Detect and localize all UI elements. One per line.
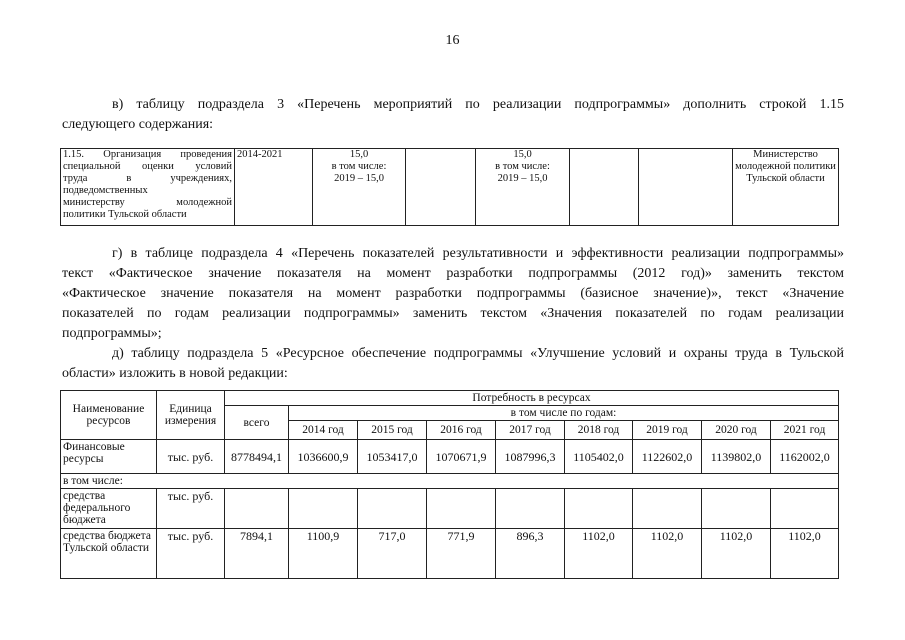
- resource-name-cell: средства федерального бюджета: [61, 489, 157, 529]
- period-cell: 2014-2021: [235, 149, 313, 226]
- table-row: [61, 489, 839, 529]
- total-sub-value: 2019 – 15,0: [334, 173, 384, 184]
- table-row: [61, 149, 839, 226]
- year-value-cell: 1087996,3: [496, 440, 565, 474]
- year-value-cell: 1105402,0: [565, 440, 633, 474]
- table-header-row: [61, 391, 839, 406]
- year-value-cell: [289, 489, 358, 529]
- regional-sub-value: 2019 – 15,0: [497, 173, 548, 184]
- event-name-cell: [61, 149, 235, 226]
- year-value-cell: 1139802,0: [702, 440, 771, 474]
- year-value-cell: 1102,0: [771, 529, 839, 579]
- regional-cell: [476, 149, 570, 226]
- cell-line: 1.15. Организация проведения: [63, 149, 232, 160]
- year-value-cell: [633, 489, 702, 529]
- paragraph-d: [62, 344, 844, 384]
- header-by-year: в том числе по годам:: [289, 406, 839, 421]
- total-cell: 8778494,1: [225, 440, 289, 474]
- regional-value: 15,0: [513, 149, 532, 160]
- year-value-cell: 1036600,9: [289, 440, 358, 474]
- header-resource-name: Наименование ресурсов: [61, 391, 157, 440]
- header-total: всего: [225, 406, 289, 440]
- header-year: 2018 год: [565, 421, 633, 440]
- paragraph-line: текст «Фактическое значение показателя на момент разработки подпрограммы (2012 год)» заменить текстом: [62, 266, 844, 281]
- resource-table: [60, 390, 839, 579]
- year-value-cell: [702, 489, 771, 529]
- empty-cell: [406, 149, 476, 226]
- cell-line: специальной оценки условий: [63, 161, 232, 172]
- paragraph-line: области» изложить в новой редакции:: [62, 366, 288, 381]
- total-cell: [225, 489, 289, 529]
- header-year: 2017 год: [496, 421, 565, 440]
- empty-cell: [639, 149, 733, 226]
- year-value-cell: 1070671,9: [427, 440, 496, 474]
- header-need: Потребность в ресурсах: [225, 391, 839, 406]
- resource-name-cell: Финансовые ресурсы: [61, 440, 157, 474]
- year-value-cell: [496, 489, 565, 529]
- total-sub-label: в том числе:: [331, 161, 387, 172]
- paragraph-g: [62, 244, 844, 344]
- table-row: [61, 529, 839, 579]
- year-value-cell: 896,3: [496, 529, 565, 579]
- total-cell: 7894,1: [225, 529, 289, 579]
- year-value-cell: [565, 489, 633, 529]
- paragraph-v: [62, 95, 844, 135]
- executor-cell: Министерство молодежной политики Тульской области: [733, 149, 839, 226]
- year-value-cell: 1100,9: [289, 529, 358, 579]
- year-value-cell: 1102,0: [633, 529, 702, 579]
- year-value-cell: 1102,0: [702, 529, 771, 579]
- table-subsection-3-row: [60, 148, 839, 226]
- year-value-cell: 1102,0: [565, 529, 633, 579]
- header-year: 2020 год: [702, 421, 771, 440]
- paragraph-line: подпрограммы»;: [62, 326, 162, 341]
- header-unit: Единица измерения: [157, 391, 225, 440]
- unit-cell: тыс. руб.: [157, 489, 225, 529]
- cell-line: министерству молодежной: [63, 197, 232, 208]
- paragraph-line: показателей по годам реализации подпрограммы» заменить текстом «Значения показателей по годам реализации: [62, 306, 844, 321]
- paragraph-line: «Фактическое значение показателя на момент разработки подпрограммы (базисное значение)», текст «Значение: [62, 286, 844, 301]
- year-value-cell: 1162002,0: [771, 440, 839, 474]
- year-value-cell: 771,9: [427, 529, 496, 579]
- cell-line: политики Тульской области: [63, 209, 187, 220]
- table-row: [61, 440, 839, 474]
- year-value-cell: 1053417,0: [358, 440, 427, 474]
- year-value-cell: [358, 489, 427, 529]
- unit-cell: тыс. руб.: [157, 529, 225, 579]
- year-value-cell: 1122602,0: [633, 440, 702, 474]
- page-number: 16: [445, 33, 460, 48]
- year-value-cell: 717,0: [358, 529, 427, 579]
- cell-line: подведомственных: [63, 185, 148, 196]
- header-year: 2015 год: [358, 421, 427, 440]
- header-year: 2016 год: [427, 421, 496, 440]
- resource-name-cell: средства бюджета Тульской области: [61, 529, 157, 579]
- paragraph-line: г) в таблице подраздела 4 «Перечень показателей результативности и эффективности реализации подпрограммы»: [112, 246, 844, 261]
- paragraph-line: д) таблицу подраздела 5 «Ресурсное обеспечение подпрограммы «Улучшение условий и охраны труда в Тульской: [112, 346, 844, 361]
- year-value-cell: [427, 489, 496, 529]
- year-value-cell: [771, 489, 839, 529]
- header-year: 2021 год: [771, 421, 839, 440]
- total-value: 15,0: [349, 149, 369, 160]
- total-cell: [313, 149, 406, 226]
- table-row: [61, 474, 839, 489]
- paragraph-line: в) таблицу подраздела 3 «Перечень мероприятий по реализации подпрограммы» дополнить строкой 1.15: [112, 97, 844, 112]
- regional-sub-label: в том числе:: [495, 161, 550, 172]
- header-year: 2014 год: [289, 421, 358, 440]
- cell-line: труда в учреждениях,: [63, 173, 232, 184]
- header-year: 2019 год: [633, 421, 702, 440]
- paragraph-line: следующего содержания:: [62, 117, 214, 132]
- unit-cell: тыс. руб.: [157, 440, 225, 474]
- resource-name-cell: в том числе:: [61, 474, 839, 489]
- empty-cell: [570, 149, 639, 226]
